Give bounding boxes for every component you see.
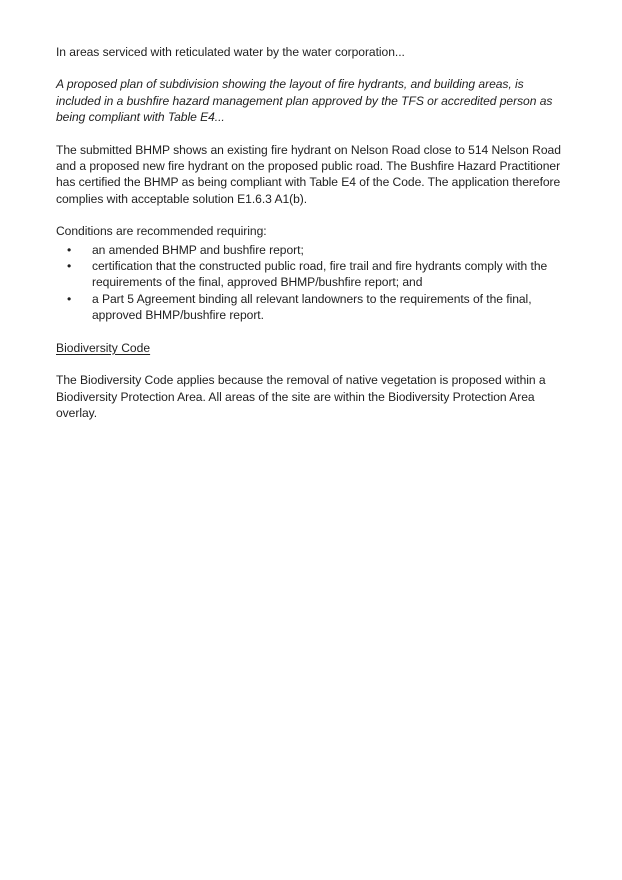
list-item	[56, 291, 564, 324]
paragraph-intro-quote: In areas serviced with reticulated water by the water corporation...	[56, 45, 405, 59]
paragraph-standard-quote: A proposed plan of subdivision showing the layout of fire hydrants, and building areas, is included in a bushfire hazard management plan approved by the TFS or accredited person as being compliant with Table E4...	[56, 77, 553, 125]
list-item-label: certification that the constructed public road, fire trail and fire hydrants comply with the requirements of the final, approved BHMP/bushfire report; and	[92, 259, 548, 290]
section-heading-biodiversity	[56, 340, 564, 356]
document-body	[56, 44, 564, 437]
list-item-label: an amended BHMP and bushfire report;	[92, 242, 304, 257]
bullet-icon: •	[67, 242, 72, 257]
conditions-lead-in: Conditions are recommended requiring:	[56, 224, 267, 239]
list-item-label: a Part 5 Agreement binding all relevant landowners to the requirements of the final, approved BHMP/bushfire report.	[92, 291, 532, 323]
bullet-icon: •	[67, 259, 72, 274]
list-item	[56, 242, 564, 258]
paragraph-assessment: The submitted BHMP shows an existing fire hydrant on Nelson Road close to 514 Nelson Road and a proposed new fire hydrant on the proposed public road. The Bushfire Hazard Practitioner has certified the BHMP as being compliant with Table E4 of the Code. The application therefore complies with acceptable solution E1.6.3 A1(b).	[56, 142, 561, 206]
bullet-icon: •	[67, 291, 72, 306]
section-heading-label: Biodiversity Code	[56, 340, 151, 355]
conditions-list	[56, 242, 564, 324]
list-item	[56, 258, 564, 291]
paragraph-biodiversity: The Biodiversity Code applies because the removal of native vegetation is proposed within a Biodiversity Protection Area. All areas of the site are within the Biodiversity Protection Area overlay.	[56, 373, 546, 420]
